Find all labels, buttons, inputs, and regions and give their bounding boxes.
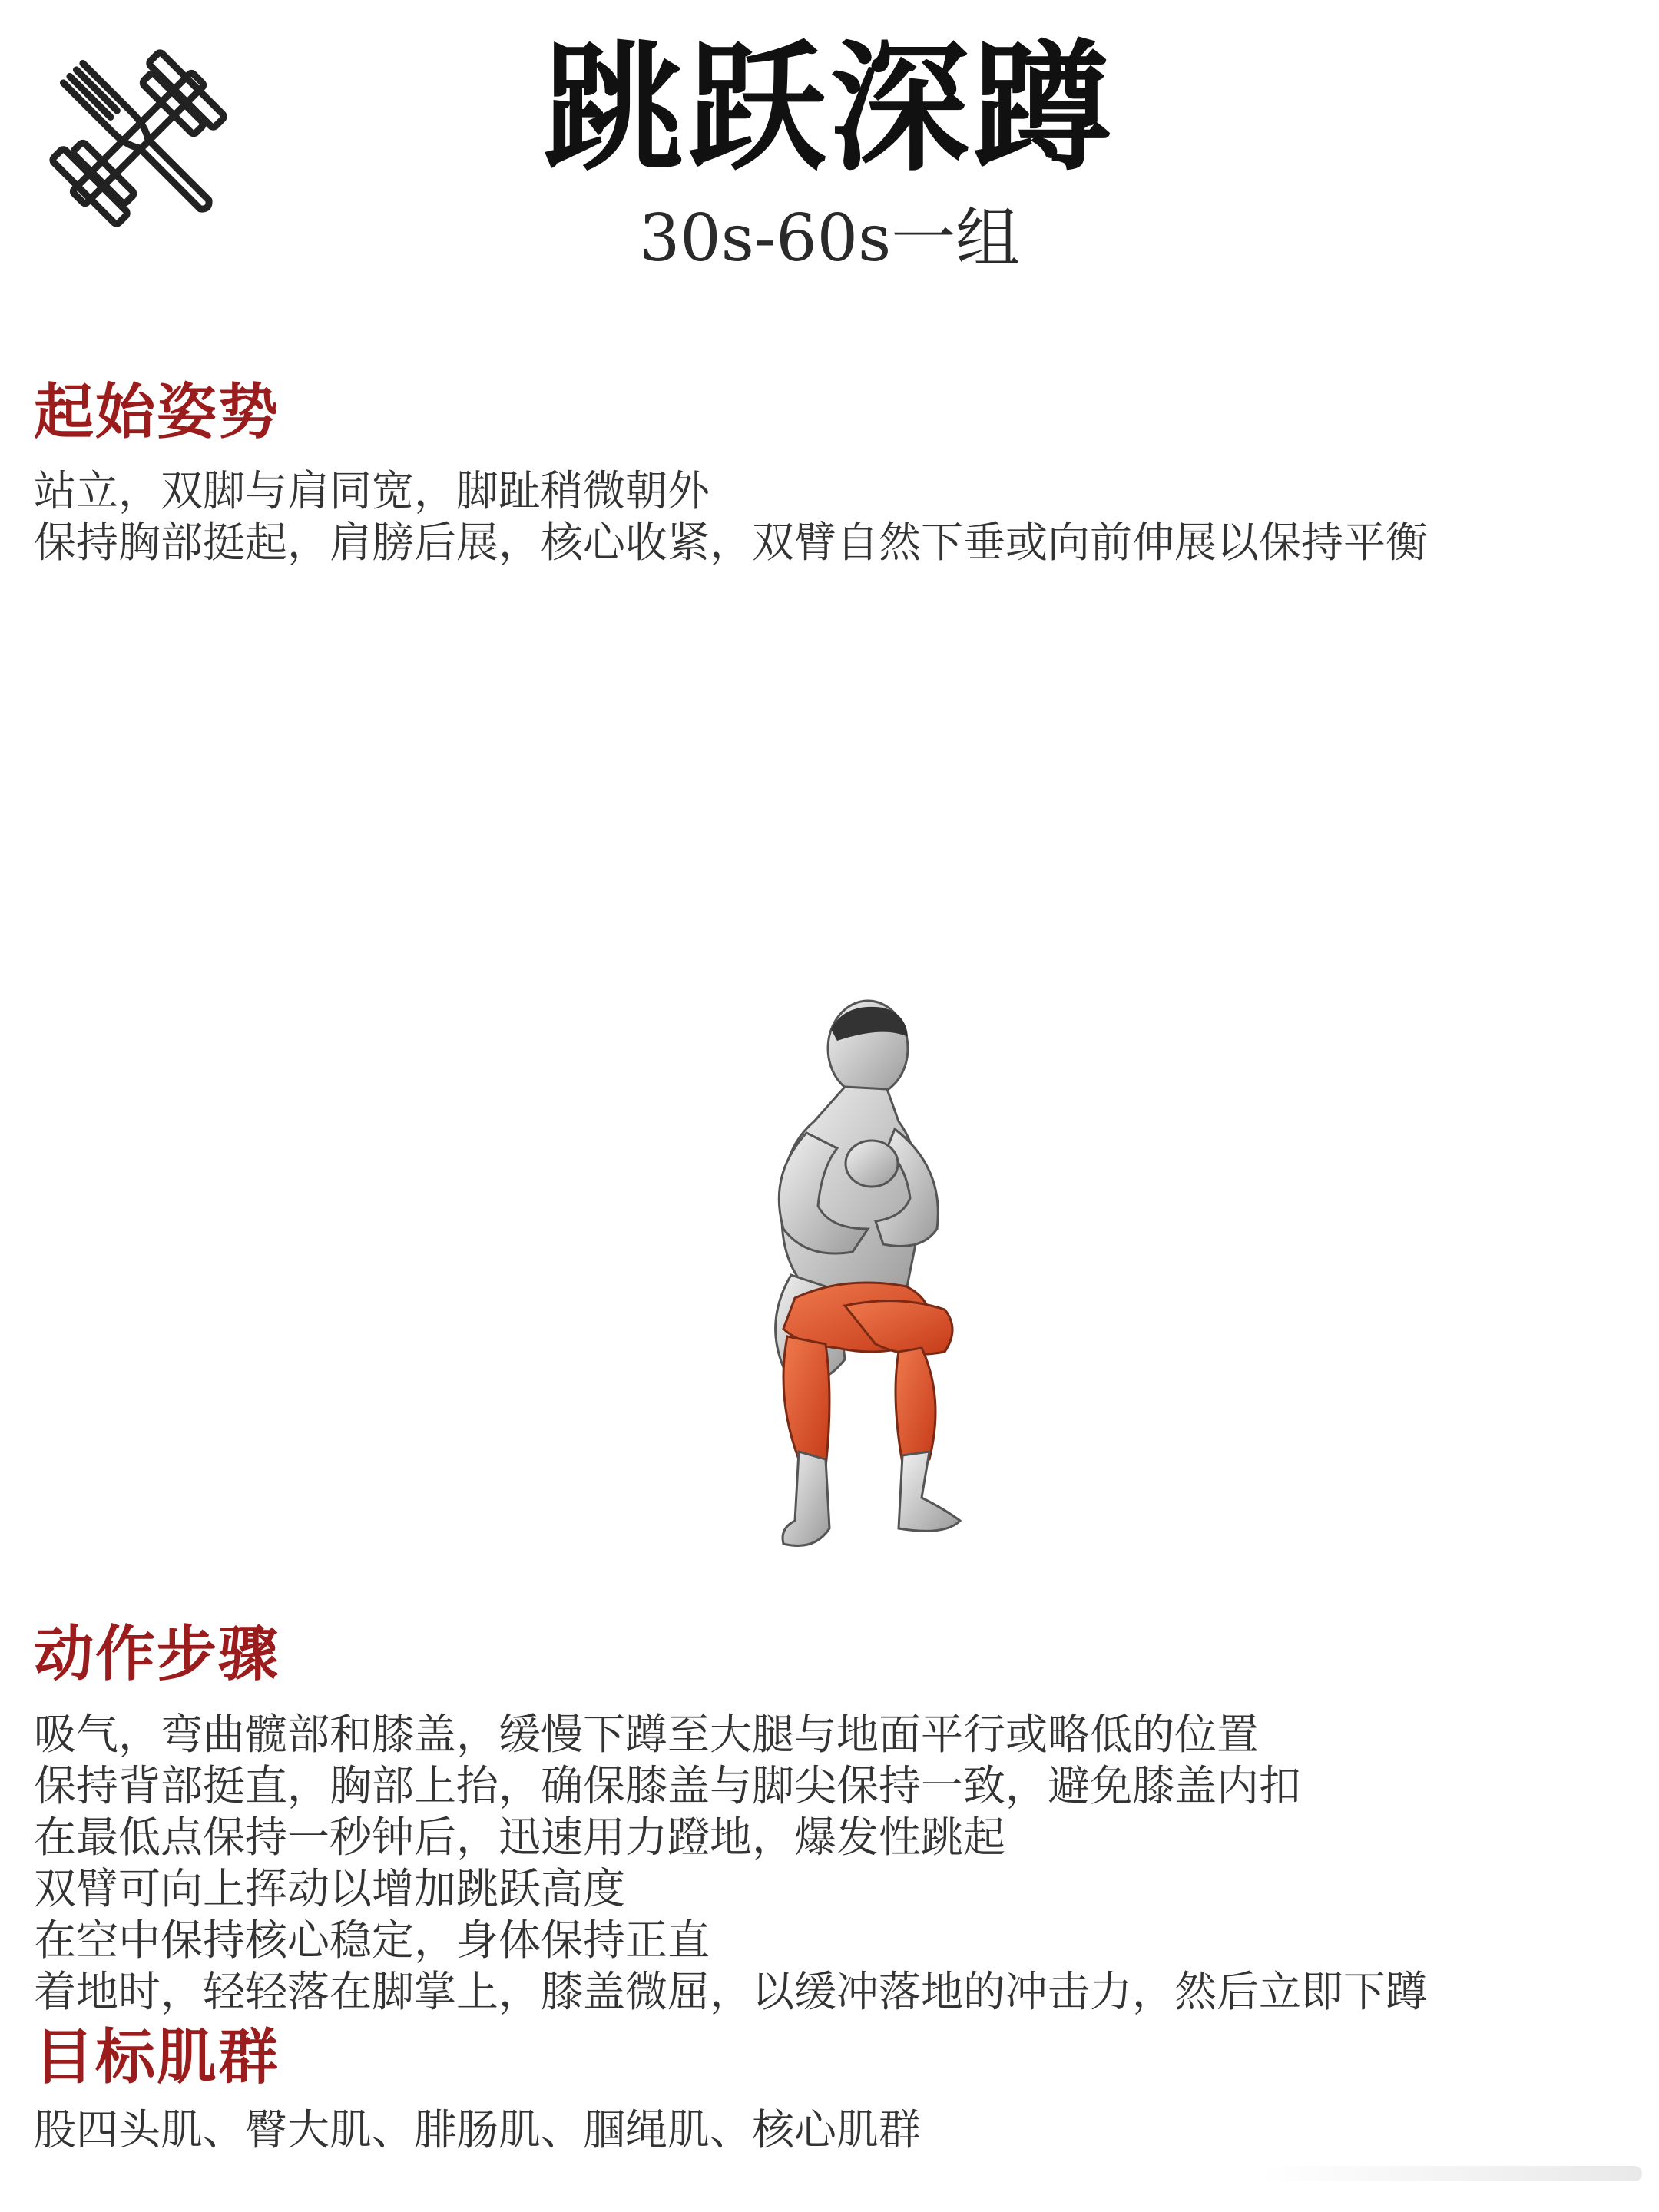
- text-line: 保持背部挺直，胸部上抬，确保膝盖与脚尖保持一致，避免膝盖内扣: [34, 1761, 1302, 1810]
- text-line: 吸气，弯曲髋部和膝盖，缓慢下蹲至大腿与地面平行或略低的位置: [34, 1710, 1260, 1759]
- watermark-bar: [1258, 2166, 1642, 2181]
- section-heading-target: 目标肌群: [34, 2023, 280, 2092]
- section-heading-start: 起始姿势: [34, 378, 280, 447]
- text-line: 着地时，轻轻落在脚掌上，膝盖微屈，以缓冲落地的冲击力，然后立即下蹲: [34, 1967, 1429, 2016]
- text-line: 股四头肌、臀大肌、腓肠肌、腘绳肌、核心肌群: [34, 2105, 922, 2154]
- text-line: 站立，双脚与肩同宽，脚趾稍微朝外: [34, 466, 710, 515]
- page-subtitle: 30s-60s一组: [638, 200, 1021, 276]
- section-text-start: [34, 465, 1570, 568]
- squat-figure: [691, 998, 1014, 1567]
- section-heading-steps: 动作步骤: [34, 1620, 280, 1689]
- squat-anatomy-figure-icon: [691, 998, 1014, 1567]
- section-text-target: [34, 2104, 1570, 2156]
- page-title: 跳跃深蹲: [544, 27, 1115, 190]
- section-text-steps: [34, 1709, 1570, 2018]
- text-line: 双臂可向上挥动以增加跳跃高度: [34, 1864, 626, 1913]
- text-line: 在空中保持核心稳定，身体保持正直: [34, 1916, 710, 1965]
- text-line: 在最低点保持一秒钟后，迅速用力蹬地，爆发性跳起: [34, 1813, 1006, 1862]
- text-line: 保持胸部挺起，肩膀后展，核心收紧，双臂自然下垂或向前伸展以保持平衡: [34, 518, 1429, 567]
